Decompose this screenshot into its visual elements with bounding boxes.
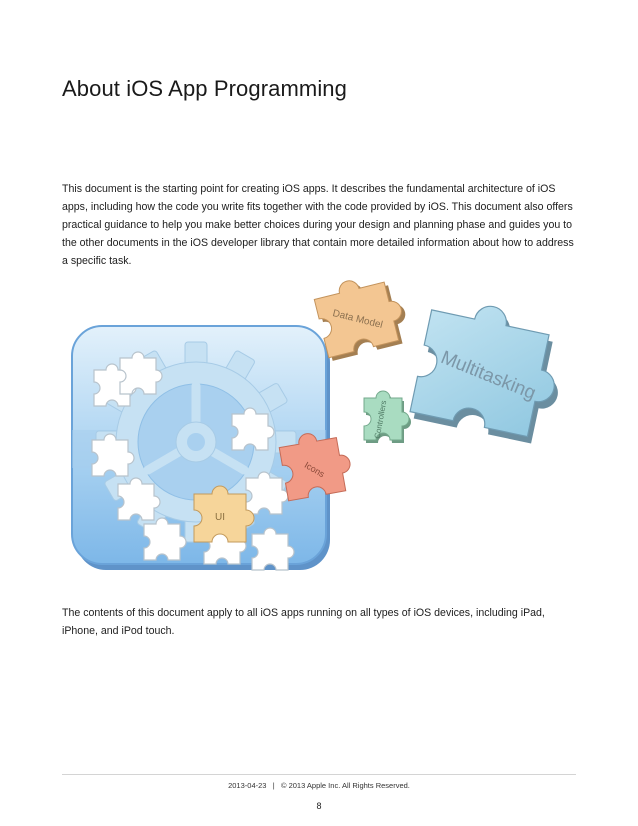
multitasking-puzzle-piece [409, 294, 573, 447]
controllers-puzzle-piece [364, 391, 411, 443]
page-number: 8 [316, 801, 322, 811]
page-title: About iOS App Programming [62, 76, 347, 101]
footer-divider [62, 774, 576, 775]
data-model-label: Data Model [331, 307, 384, 331]
footer-copyright: © 2013 Apple Inc. All Rights Reserved. [280, 781, 410, 790]
controllers-label: Controllers [372, 399, 389, 440]
multitasking-label: Multitasking [437, 347, 539, 405]
icons-label: Icons [302, 459, 327, 480]
contents-paragraph: The contents of this document apply to all iOS apps running on all types of iOS devices, including iPad, iPhone, and iPod touch. [62, 607, 545, 637]
footer-separator: | [272, 781, 275, 790]
footer [0, 781, 638, 790]
puzzle-illustration [62, 272, 582, 584]
data-model-puzzle-piece [312, 272, 412, 362]
intro-paragraph: This document is the starting point for creating iOS apps. It describes the fundamental architecture of iOS apps, including how the code you write fits together with the code provided by iOS. This document also offers practical guidance to help you make better choices during your design and planning phase and guides you to the other documents in the iOS developer library that contain more detailed information about how to address a specific task. [62, 183, 574, 267]
ui-label: UI [215, 512, 225, 523]
ui-puzzle-piece [194, 486, 254, 542]
footer-date: 2013-04-23 [228, 781, 267, 790]
